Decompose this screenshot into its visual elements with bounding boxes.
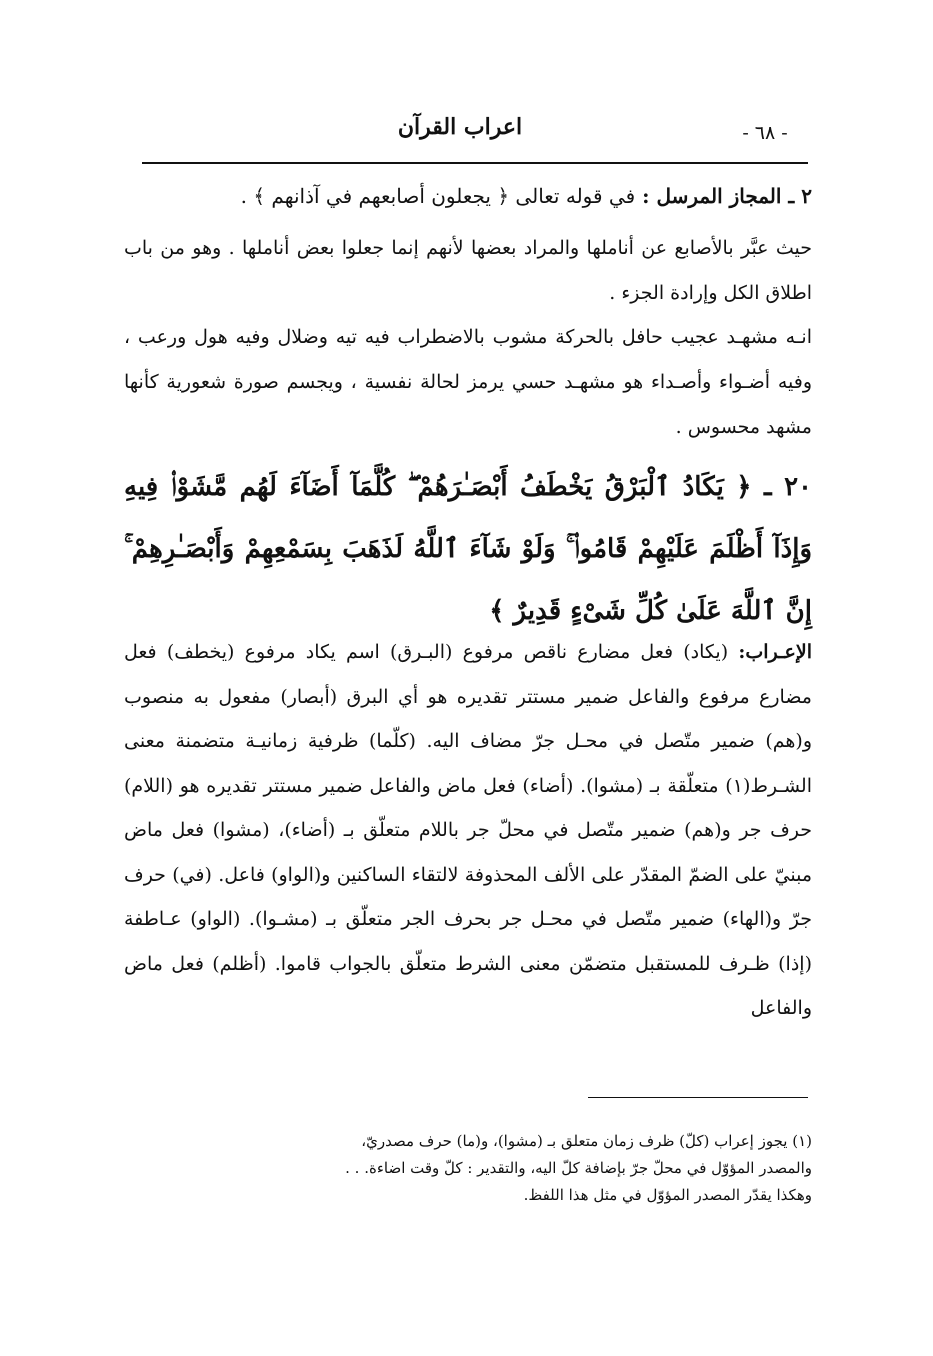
footnote (150, 1128, 812, 1209)
quran-verse: ٢٠ ـ ﴿ يَكَادُ ٱلْبَرْقُ يَخْطَفُ أَبْصَـٰرَهُمْ ۖ كُلَّمَآ أَضَآءَ لَهُم مَّشَوْا۟ فِيهِ وَإِذَآ أَظْلَمَ عَلَيْهِمْ قَامُوا۟ ۚ وَلَوْ شَآءَ ٱللَّهُ لَذَهَبَ بِسَمْعِهِمْ وَأَبْصَـٰرِهِمْ ۚ إِنَّ ٱللَّهَ عَلَىٰ كُلِّ شَىْءٍ قَدِيرٌ ﴾ (124, 472, 812, 626)
scene-paragraph: انـه مشهـد عجيب حافل بالحركة مشوب بالاضطراب فيه تيه وضلال وفيه هول ورعب ، وفيه أضـواء وأصـداء هو مشهـد حسي يرمز لحالة نفسية ، ويجسم صورة شعورية كأنها مشهد محسوس . (124, 326, 812, 438)
irab-text: (يكاد) فعل مضارع ناقص مرفوع (البـرق) اسم يكاد مرفوع (يخطف) فعل مضارع مرفوع والفاعل ضمير مستتر تقديره هو أي البرق (أبصار) مفعول به منصوب و(هم) ضمير متّصل في محـل جرّ مضاف اليه. (كلّما) ظرفية زمانيـة متضمنة معنى الشـرط(١) متعلّقة بـ (مشوا). (أضاء) فعل ماض والفاعل ضمير مستتر تقديره هو (اللام) حرف جر و(هم) ضمير متّصل في محلّ جر باللام متعلّق بـ (أضاء)، (مشوا) فعل ماض مبنيّ على الضمّ المقدّر على الألف المحذوفة لالتقاء الساكنين و(الواو) فاعل. (في) حرف جرّ و(الهاء) ضمير متّصل في محـل جر بحرف الجر متعلّق بـ (مشـوا). (الواو) عـاطفة (إذا) ظـرف للمستقبل متضمّن معنى الشرط متعلّق بالجواب قاموا. (أظلم) فعل ماض والفاعل (124, 641, 812, 1019)
footnote-line: (١) يجوز إعراب (كلّ) ظرف زمان متعلق بـ (مشوا)، و(ما) حرف مصدريّ، (361, 1132, 812, 1150)
irab-paragraph (124, 630, 812, 1031)
section-heading-label: ٢ ـ المجاز المرسل : (642, 184, 812, 208)
irab-label: الإعـراب: (738, 641, 812, 663)
section-heading (124, 176, 812, 216)
header-rule (142, 162, 808, 164)
explanation-paragraph: حيث عبَّر بالأصابع عن أناملها والمراد بعضها لأنهم إنما جعلوا بعض أناملها . وهو من باب اطلاق الكل وإرادة الجزء . (124, 237, 812, 304)
footnote-rule (588, 1097, 808, 1098)
footnote-line: وهكذا يقدّر المصدر المؤوّل في مثل هذا اللفظ. (523, 1186, 812, 1204)
footnote-line: والمصدر المؤوّل في محلّ جرّ بإضافة كلّ اليه، والتقدير : كلّ وقت اضاءة. . . (345, 1159, 812, 1177)
page-number: - ٦٨ - (742, 122, 788, 144)
running-title: اعراب القرآن (397, 114, 523, 140)
section-heading-text: في قوله تعالى ﴿ يجعلون أصابعهم في آذانهم ﴾ . (240, 184, 636, 208)
